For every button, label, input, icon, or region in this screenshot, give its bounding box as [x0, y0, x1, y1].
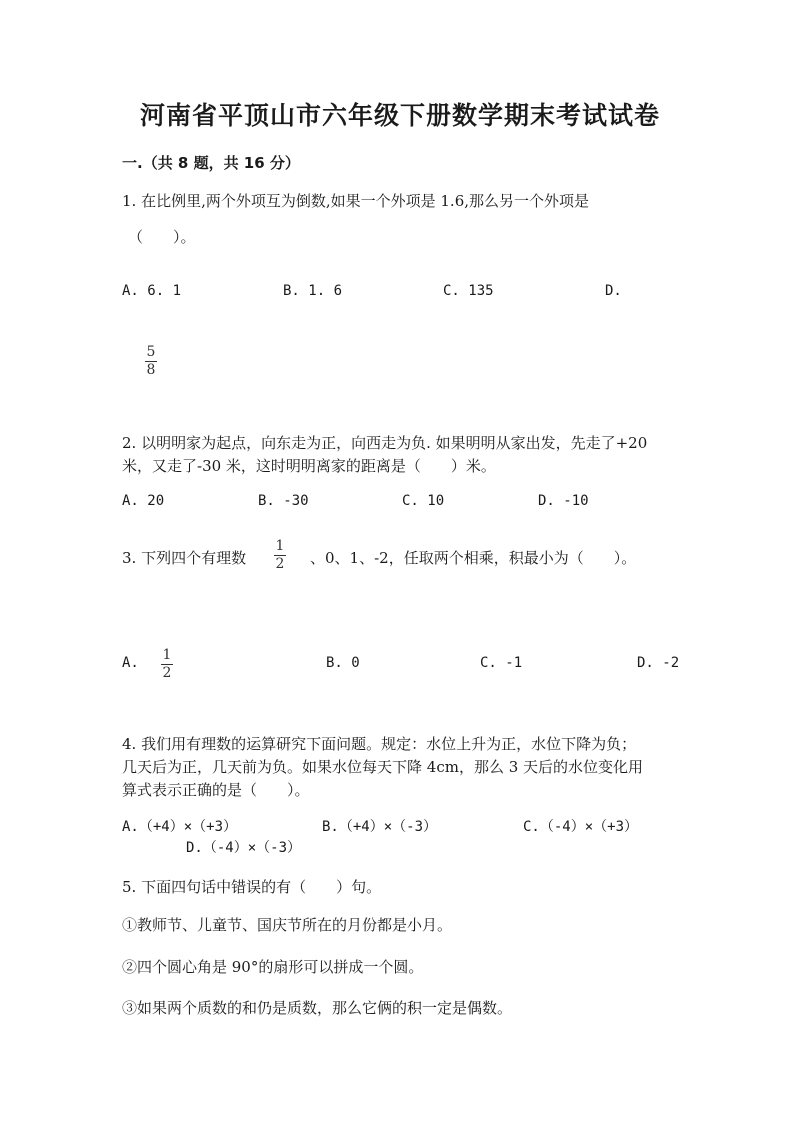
- q4-text-line2: 几天后为正，几天前为负。如果水位每天下降 4cm，那么 3 天后的水位变化用: [122, 758, 644, 776]
- q4-option-d: D.（-4）×（-3）: [186, 840, 302, 856]
- q5-item-3: ③如果两个质数的和仍是质数，那么它俩的积一定是偶数。: [122, 999, 513, 1017]
- q2-option-a: A. 20: [122, 493, 165, 509]
- q1-option-d-fraction: [145, 345, 157, 378]
- q5-item-1: ①教师节、儿童节、国庆节所在的月份都是小月。: [122, 916, 453, 934]
- q2-text-line1: 2. 以明明家为起点，向东走为正，向西走为负. 如果明明从家出发，先走了+20: [122, 434, 648, 452]
- fraction-numerator: 1: [275, 538, 285, 554]
- q1-option-b: B. 1. 6: [283, 283, 343, 299]
- q3-fraction: [274, 539, 286, 572]
- q4-text-line1: 4. 我们用有理数的运算研究下面问题。规定：水位上升为正，水位下降为负；: [122, 735, 637, 753]
- page-title: 河南省平顶山市六年级下册数学期末考试试卷: [139, 101, 660, 130]
- q5-text: 5. 下面四句话中错误的有（ ）句。: [122, 878, 382, 896]
- q4-option-a: A.（+4）×（+3）: [122, 819, 238, 835]
- fraction-denominator: 8: [146, 362, 156, 378]
- q1-text-line2: （ ）。: [128, 228, 196, 246]
- q3-text-prefix: 3. 下列四个有理数: [122, 549, 247, 567]
- q1-text-line1: 1. 在比例里,两个外项互为倒数,如果一个外项是 1.6,那么另一个外项是: [122, 192, 590, 210]
- q3-option-b: B. 0: [326, 655, 360, 671]
- fraction-numerator: 5: [146, 344, 156, 360]
- q3-option-a-fraction: [161, 648, 173, 681]
- q3-option-d: D. -2: [637, 655, 680, 671]
- q2-option-d: D. -10: [538, 493, 589, 509]
- q2-option-b: B. -30: [258, 493, 309, 509]
- q2-option-c: C. 10: [402, 493, 445, 509]
- q5-item-2: ②四个圆心角是 90°的扇形可以拼成一个圆。: [122, 958, 424, 976]
- q1-option-d: D.: [605, 283, 622, 299]
- q3-text-suffix: 、0、1、-2，任取两个相乘，积最小为（ ）。: [310, 549, 637, 567]
- q1-option-c: C. 135: [443, 283, 494, 299]
- fraction-denominator: 2: [162, 665, 172, 681]
- q3-option-a: A.: [122, 655, 139, 671]
- section-heading: 一.（共 8 题，共 16 分）: [122, 154, 300, 172]
- fraction-denominator: 2: [275, 556, 285, 572]
- q1-option-a: A. 6. 1: [122, 283, 182, 299]
- fraction-numerator: 1: [162, 647, 172, 663]
- q2-text-line2: 米，又走了-30 米，这时明明离家的距离是（ ）米。: [122, 457, 496, 475]
- q3-option-c: C. -1: [480, 655, 523, 671]
- q4-option-c: C.（-4）×（+3）: [523, 819, 639, 835]
- q4-option-b: B.（+4）×（-3）: [322, 819, 438, 835]
- q4-text-line3: 算式表示正确的是（ ）。: [122, 781, 310, 799]
